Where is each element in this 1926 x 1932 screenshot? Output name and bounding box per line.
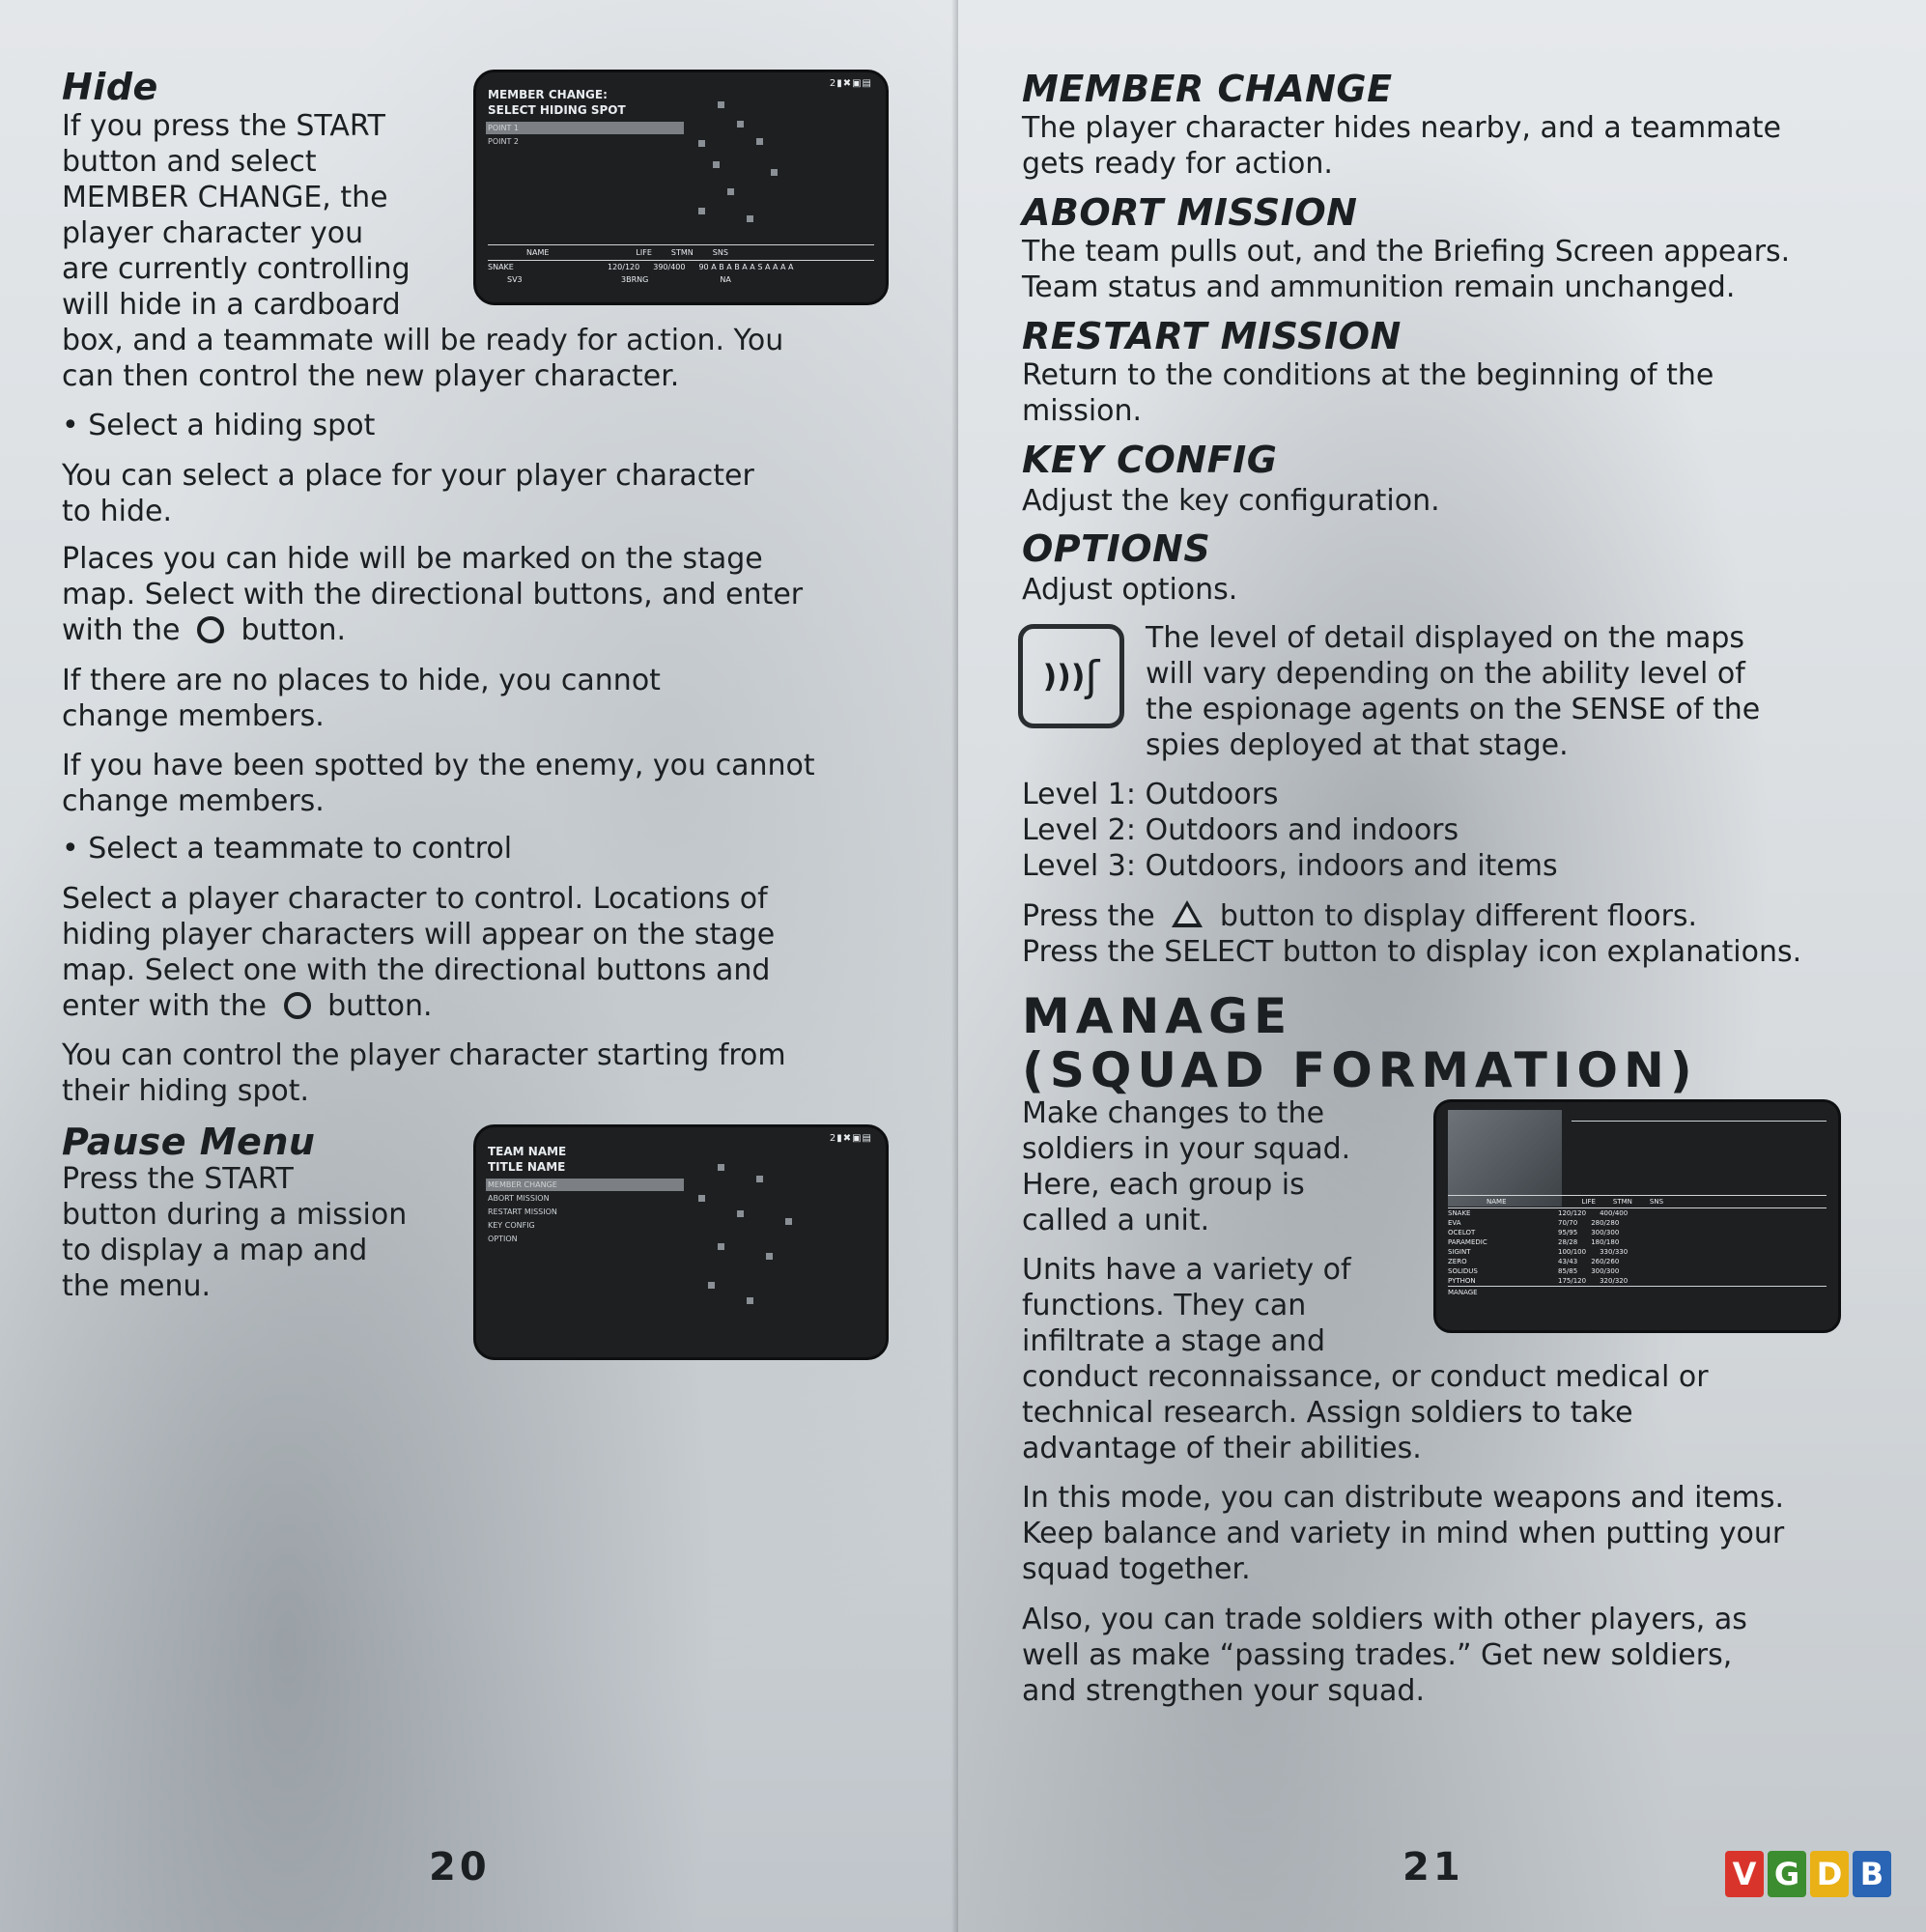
bullet-teammate: • Select a teammate to control (62, 832, 513, 866)
table-row: PARAMEDIC 28/28 180/180 (1448, 1238, 1620, 1246)
level-item: Level 2: Outdoors and indoors (1022, 813, 1459, 847)
hide-continuation (62, 323, 912, 394)
text-fragment: button. (241, 613, 347, 647)
hide-line: MEMBER CHANGE, the (62, 181, 388, 214)
stage-map (689, 1156, 843, 1321)
logo-letter: V (1725, 1851, 1764, 1897)
text-line: If you have been spotted by the enemy, you cannot (62, 749, 815, 782)
pause-menu-screenshot (473, 1124, 889, 1360)
options-text: Adjust options. (1022, 573, 1238, 607)
text-line: Keep balance and variety in mind when putting your (1022, 1517, 1785, 1550)
circle-button-icon (197, 616, 224, 643)
manage-title: MANAGE (1022, 988, 1293, 1044)
text-line: map. Select with the directional buttons, and enter (62, 578, 804, 611)
page-number: 20 (429, 1845, 491, 1889)
level-item: Level 1: Outdoors (1022, 778, 1279, 811)
text-line: soldiers in your squad. (1022, 1132, 1351, 1166)
level-list (1022, 777, 1795, 884)
text-line: If there are no places to hide, you cannot (62, 664, 661, 697)
pause-menu-heading: Pause Menu (62, 1121, 316, 1163)
table-footer: MANAGE (1448, 1286, 1827, 1298)
left-page (0, 0, 958, 1932)
text-line: to display a map and (62, 1234, 368, 1267)
vgdb-watermark-logo (1725, 1851, 1895, 1897)
status-icons: 2▮✖▣▤ (829, 78, 872, 89)
para-select-place (62, 458, 931, 529)
text-line: map. Select one with the directional buttons and (62, 953, 771, 987)
hide-line: will hide in a cardboard (62, 288, 401, 322)
pause-menu-text (62, 1161, 448, 1304)
text-line: The player character hides nearby, and a teammate (1022, 111, 1781, 145)
status-icons: 2▮✖▣▤ (829, 1133, 872, 1144)
sense-ear-icon: ))) ʃ (1018, 624, 1124, 728)
text-line: change members. (62, 699, 325, 733)
soldier-portrait (1448, 1110, 1562, 1207)
hide-intro (62, 108, 467, 323)
restart-mission-heading: RESTART MISSION (1022, 315, 1402, 357)
text-line: spies deployed at that stage. (1146, 728, 1569, 762)
para-control (62, 1037, 931, 1109)
text-line: the espionage agents on the SENSE of the (1146, 693, 1761, 726)
text-line: squad together. (1022, 1552, 1251, 1586)
member-change-heading: MEMBER CHANGE (1022, 68, 1393, 110)
text-line: the menu. (62, 1269, 212, 1303)
right-page (958, 0, 1926, 1932)
table-row: SIGINT 100/100 330/330 (1448, 1248, 1629, 1256)
text-line (1022, 898, 1920, 934)
text-line: Return to the conditions at the beginning of the (1022, 358, 1714, 392)
text-line: advantage of their abilities. (1022, 1432, 1422, 1465)
screen-header: TEAM NAME (488, 1145, 567, 1158)
text-line: functions. They can (1022, 1289, 1307, 1322)
text-fragment: enter with the (62, 989, 267, 1023)
hide-cont-line: box, and a teammate will be ready for action. You (62, 324, 784, 357)
sense-note (1146, 620, 1899, 763)
text-line: Also, you can trade soldiers with other players, as (1022, 1603, 1747, 1636)
text-fragment: with the (62, 613, 181, 647)
menu-option: POINT 2 (488, 137, 519, 146)
text-line: to hide. (62, 495, 173, 528)
manage-subtitle: (SQUAD FORMATION) (1022, 1042, 1698, 1098)
table-row: PYTHON 175/120 320/320 (1448, 1277, 1629, 1285)
text-line: You can select a place for your player character (62, 459, 754, 493)
text-line: technical research. Assign soldiers to take (1022, 1396, 1633, 1430)
manage-units (1022, 1252, 1408, 1359)
triangle-button-icon (1172, 900, 1203, 927)
page-number: 21 (1402, 1845, 1464, 1889)
text-line: You can control the player character starting from (62, 1038, 786, 1072)
logo-letter: D (1810, 1851, 1849, 1897)
para-select-character (62, 881, 931, 1024)
text-line: infiltrate a stage and (1022, 1324, 1325, 1358)
screen-header: MEMBER CHANGE: (488, 88, 608, 101)
text-line: button during a mission (62, 1198, 408, 1232)
para-places (62, 541, 931, 648)
text-line: Units have a variety of (1022, 1253, 1351, 1287)
text-line: Team status and ammunition remain unchanged. (1022, 270, 1736, 304)
text-line: Here, each group is (1022, 1168, 1305, 1202)
text-line: Places you can hide will be marked on the stage (62, 542, 763, 576)
status-table (488, 244, 874, 286)
hide-line: player character you (62, 216, 364, 250)
equipment-bar (1572, 1112, 1827, 1122)
para-no-places (62, 663, 931, 734)
text-line: gets ready for action. (1022, 147, 1333, 181)
table-row: SOLIDUS 85/85 300/300 (1448, 1267, 1620, 1275)
hide-line: button and select (62, 145, 317, 179)
screen-header: TITLE NAME (488, 1160, 566, 1174)
text-line (62, 988, 931, 1024)
text-line: will vary depending on the ability level of (1146, 657, 1745, 691)
manage-intro (1022, 1095, 1408, 1238)
logo-letter: G (1768, 1851, 1806, 1897)
menu-option: ABORT MISSION (488, 1194, 550, 1203)
text-fragment: Press the (1022, 899, 1155, 933)
text-line: well as make “passing trades.” Get new soldiers, (1022, 1638, 1733, 1672)
table-header: NAME LIFE STMN SNS (1448, 1196, 1827, 1208)
hide-line: are currently controlling (62, 252, 411, 286)
key-config-heading: KEY CONFIG (1022, 439, 1278, 481)
squad-table (1448, 1195, 1827, 1298)
member-change-screenshot (473, 70, 889, 305)
menu-option: OPTION (488, 1235, 518, 1243)
hide-line: If you press the START (62, 109, 385, 143)
text-line: conduct reconnaissance, or conduct medical or (1022, 1360, 1709, 1394)
restart-mission-text (1022, 357, 1911, 429)
logo-letter: B (1853, 1851, 1891, 1897)
squad-formation-screenshot (1433, 1099, 1841, 1333)
circle-button-icon (284, 992, 311, 1019)
stage-map (679, 92, 814, 227)
text-line: called a unit. (1022, 1204, 1210, 1237)
menu-option: POINT 1 (488, 124, 519, 132)
text-line: Select a player character to control. Locations of (62, 882, 768, 916)
text-line: Press the START (62, 1162, 294, 1196)
options-heading: OPTIONS (1022, 527, 1211, 570)
menu-option: RESTART MISSION (488, 1208, 557, 1216)
hide-cont-line: can then control the new player character. (62, 359, 680, 393)
text-line (62, 612, 931, 648)
table-header: NAME LIFE STMN SNS (488, 245, 874, 261)
abort-mission-text (1022, 234, 1911, 305)
manage-trade (1022, 1602, 1920, 1709)
menu-option: KEY CONFIG (488, 1221, 535, 1230)
text-line: The level of detail displayed on the maps (1146, 621, 1745, 655)
abort-mission-heading: ABORT MISSION (1022, 191, 1358, 234)
manage-weapons (1022, 1480, 1920, 1587)
text-line: hiding player characters will appear on the stage (62, 918, 776, 952)
text-line: change members. (62, 784, 325, 818)
table-row: SNAKE 120/120 390/400 90 A B A B A A S A A A A (488, 263, 794, 271)
table-row: ZERO 43/43 260/260 (1448, 1258, 1620, 1265)
menu-option: MEMBER CHANGE (488, 1180, 557, 1189)
bullet-hiding-spot: • Select a hiding spot (62, 409, 376, 442)
table-row: OCELOT 95/95 300/300 (1448, 1229, 1620, 1236)
text-fragment: button to display different floors. (1219, 899, 1698, 933)
level-item: Level 3: Outdoors, indoors and items (1022, 849, 1558, 883)
text-line: Make changes to the (1022, 1096, 1325, 1130)
text-fragment: button. (327, 989, 433, 1023)
hide-heading: Hide (62, 66, 158, 108)
text-line: their hiding spot. (62, 1074, 310, 1108)
text-line: The team pulls out, and the Briefing Screen appears. (1022, 235, 1791, 269)
screen-header: SELECT HIDING SPOT (488, 103, 626, 117)
table-row: SNAKE 120/120 400/400 (1448, 1209, 1629, 1217)
press-instructions (1022, 898, 1920, 970)
table-row: SV3 3BRNG NA (507, 275, 731, 284)
key-config-text: Adjust the key configuration. (1022, 484, 1440, 518)
text-line: mission. (1022, 394, 1143, 428)
text-line: and strengthen your squad. (1022, 1674, 1425, 1708)
para-spotted (62, 748, 931, 819)
manage-units-cont (1022, 1359, 1920, 1466)
manage-heading (1022, 989, 1698, 1097)
text-line: Press the SELECT button to display icon explanations. (1022, 935, 1802, 969)
member-change-text (1022, 110, 1911, 182)
text-line: In this mode, you can distribute weapons and items. (1022, 1481, 1785, 1515)
table-row: EVA 70/70 280/280 (1448, 1219, 1620, 1227)
